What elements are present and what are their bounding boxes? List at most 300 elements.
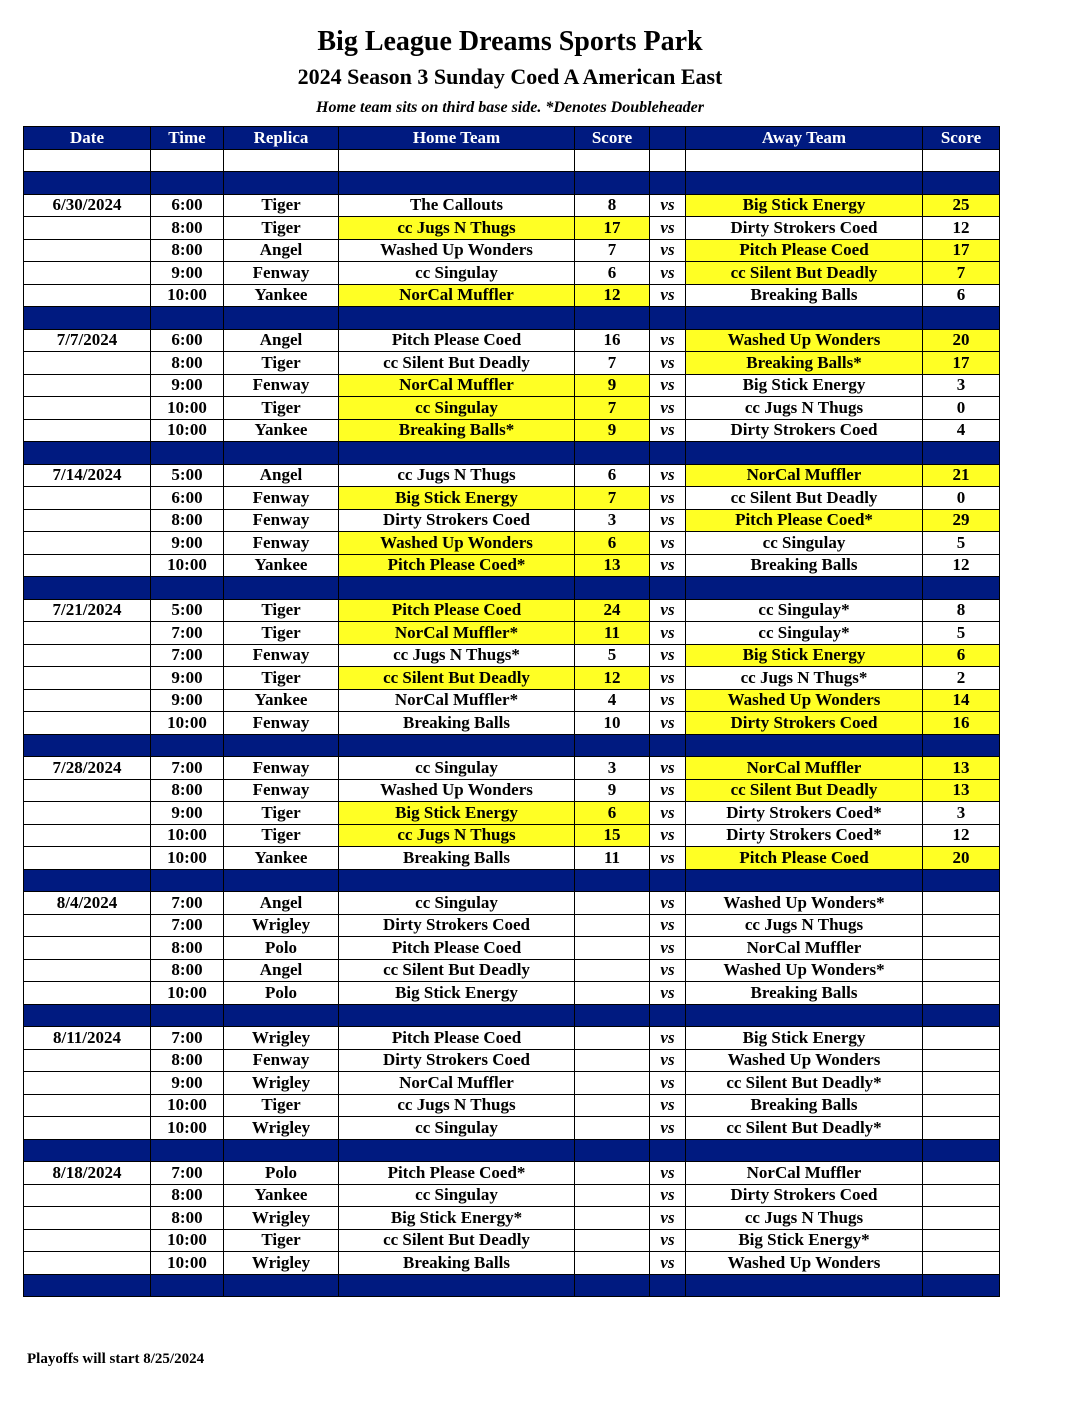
- replica-cell: Tiger: [224, 824, 339, 847]
- home-score-cell: 6: [575, 532, 650, 555]
- home-team-cell: cc Jugs N Thugs: [339, 1094, 575, 1117]
- home-score-cell: 6: [575, 464, 650, 487]
- home-team-cell: Big Stick Energy: [339, 982, 575, 1005]
- replica-cell: Angel: [224, 329, 339, 352]
- vs-cell: vs: [650, 779, 686, 802]
- away-score-cell: 5: [923, 622, 1000, 645]
- vs-cell: vs: [650, 757, 686, 780]
- home-score-cell: 9: [575, 419, 650, 442]
- table-row: [24, 1252, 1000, 1275]
- replica-cell: Wrigley: [224, 1072, 339, 1095]
- replica-cell: Fenway: [224, 509, 339, 532]
- date-cell: [24, 1072, 151, 1095]
- date-cell: [24, 554, 151, 577]
- home-score-cell: [575, 892, 650, 915]
- time-cell: 8:00: [151, 959, 224, 982]
- away-team-cell: Washed Up Wonders: [686, 1049, 923, 1072]
- time-cell: 7:00: [151, 914, 224, 937]
- away-team-cell: cc Jugs N Thugs*: [686, 667, 923, 690]
- date-cell: [24, 712, 151, 735]
- away-score-cell: 8: [923, 599, 1000, 622]
- away-team-cell: Pitch Please Coed*: [686, 509, 923, 532]
- home-team-cell: cc Jugs N Thugs: [339, 217, 575, 240]
- col-replica: Replica: [224, 127, 339, 150]
- page-subtitle: 2024 Season 3 Sunday Coed A American East: [297, 64, 723, 89]
- away-score-cell: 4: [923, 419, 1000, 442]
- time-cell: 8:00: [151, 1207, 224, 1230]
- table-row: [24, 644, 1000, 667]
- home-team-cell: cc Jugs N Thugs*: [339, 644, 575, 667]
- date-cell: [24, 689, 151, 712]
- home-score-cell: 11: [575, 622, 650, 645]
- home-team-cell: cc Singulay: [339, 397, 575, 420]
- date-cell: [24, 487, 151, 510]
- home-score-cell: 10: [575, 712, 650, 735]
- away-team-cell: Big Stick Energy: [686, 194, 923, 217]
- week-separator: [24, 172, 1000, 195]
- replica-cell: Fenway: [224, 532, 339, 555]
- away-score-cell: 12: [923, 824, 1000, 847]
- vs-cell: vs: [650, 802, 686, 825]
- away-team-cell: Washed Up Wonders: [686, 689, 923, 712]
- col-home-score: Score: [575, 127, 650, 150]
- week-separator: [24, 307, 1000, 330]
- replica-cell: Yankee: [224, 689, 339, 712]
- time-cell: 10:00: [151, 284, 224, 307]
- away-score-cell: [923, 1027, 1000, 1050]
- home-score-cell: [575, 1184, 650, 1207]
- table-row: [24, 757, 1000, 780]
- header-row: [24, 127, 1000, 150]
- home-team-cell: Pitch Please Coed*: [339, 1162, 575, 1185]
- home-team-cell: cc Singulay: [339, 262, 575, 285]
- away-team-cell: Pitch Please Coed: [686, 847, 923, 870]
- date-cell: [24, 532, 151, 555]
- home-team-cell: cc Singulay: [339, 757, 575, 780]
- vs-cell: vs: [650, 352, 686, 375]
- table-row: [24, 509, 1000, 532]
- vs-cell: vs: [650, 509, 686, 532]
- away-team-cell: Washed Up Wonders*: [686, 892, 923, 915]
- time-cell: 10:00: [151, 982, 224, 1005]
- home-score-cell: [575, 1072, 650, 1095]
- replica-cell: Fenway: [224, 757, 339, 780]
- time-cell: 8:00: [151, 217, 224, 240]
- home-score-cell: 13: [575, 554, 650, 577]
- time-cell: 8:00: [151, 779, 224, 802]
- time-cell: 9:00: [151, 689, 224, 712]
- vs-cell: vs: [650, 374, 686, 397]
- home-team-cell: Breaking Balls: [339, 712, 575, 735]
- away-score-cell: 12: [923, 217, 1000, 240]
- table-row: [24, 262, 1000, 285]
- time-cell: 5:00: [151, 464, 224, 487]
- away-score-cell: [923, 1207, 1000, 1230]
- date-cell: [24, 509, 151, 532]
- time-cell: 10:00: [151, 1252, 224, 1275]
- home-team-cell: Washed Up Wonders: [339, 532, 575, 555]
- table-row: [24, 959, 1000, 982]
- away-team-cell: NorCal Muffler: [686, 937, 923, 960]
- home-team-cell: cc Silent But Deadly: [339, 1229, 575, 1252]
- table-row: [24, 982, 1000, 1005]
- away-score-cell: 16: [923, 712, 1000, 735]
- col-vs: [650, 127, 686, 150]
- home-team-cell: cc Silent But Deadly: [339, 667, 575, 690]
- home-score-cell: 15: [575, 824, 650, 847]
- playoffs-note: Playoffs will start 8/25/2024: [27, 1351, 205, 1367]
- table-row: [24, 1072, 1000, 1095]
- away-team-cell: Dirty Strokers Coed*: [686, 802, 923, 825]
- date-cell: [24, 667, 151, 690]
- away-team-cell: Dirty Strokers Coed: [686, 712, 923, 735]
- vs-cell: vs: [650, 1162, 686, 1185]
- table-row: [24, 667, 1000, 690]
- away-score-cell: 3: [923, 802, 1000, 825]
- table-row: [24, 487, 1000, 510]
- home-team-cell: Dirty Strokers Coed: [339, 1049, 575, 1072]
- replica-cell: Fenway: [224, 262, 339, 285]
- away-score-cell: 29: [923, 509, 1000, 532]
- away-team-cell: cc Singulay: [686, 532, 923, 555]
- replica-cell: Fenway: [224, 644, 339, 667]
- time-cell: 10:00: [151, 824, 224, 847]
- date-cell: [24, 374, 151, 397]
- home-team-cell: cc Silent But Deadly: [339, 959, 575, 982]
- time-cell: 10:00: [151, 712, 224, 735]
- vs-cell: vs: [650, 554, 686, 577]
- date-cell: [24, 284, 151, 307]
- replica-cell: Fenway: [224, 374, 339, 397]
- replica-cell: Angel: [224, 239, 339, 262]
- vs-cell: vs: [650, 194, 686, 217]
- table-row: [24, 1027, 1000, 1050]
- home-team-cell: Big Stick Energy: [339, 487, 575, 510]
- vs-cell: vs: [650, 937, 686, 960]
- replica-cell: Wrigley: [224, 1027, 339, 1050]
- time-cell: 7:00: [151, 757, 224, 780]
- replica-cell: Wrigley: [224, 1252, 339, 1275]
- home-team-cell: Pitch Please Coed: [339, 329, 575, 352]
- time-cell: 7:00: [151, 1162, 224, 1185]
- replica-cell: Polo: [224, 982, 339, 1005]
- replica-cell: Yankee: [224, 284, 339, 307]
- away-team-cell: NorCal Muffler: [686, 757, 923, 780]
- vs-cell: vs: [650, 217, 686, 240]
- vs-cell: vs: [650, 622, 686, 645]
- vs-cell: vs: [650, 1027, 686, 1050]
- home-score-cell: [575, 1117, 650, 1140]
- vs-cell: vs: [650, 284, 686, 307]
- away-score-cell: [923, 1117, 1000, 1140]
- vs-cell: vs: [650, 239, 686, 262]
- date-cell: [24, 1094, 151, 1117]
- col-away-team: Away Team: [686, 127, 923, 150]
- away-score-cell: [923, 959, 1000, 982]
- vs-cell: vs: [650, 397, 686, 420]
- home-score-cell: [575, 1229, 650, 1252]
- vs-cell: vs: [650, 1229, 686, 1252]
- vs-cell: vs: [650, 644, 686, 667]
- away-team-cell: Big Stick Energy: [686, 1027, 923, 1050]
- away-team-cell: cc Silent But Deadly*: [686, 1072, 923, 1095]
- date-cell: [24, 1207, 151, 1230]
- away-team-cell: NorCal Muffler: [686, 1162, 923, 1185]
- away-team-cell: Breaking Balls: [686, 982, 923, 1005]
- home-score-cell: [575, 959, 650, 982]
- date-cell: [24, 397, 151, 420]
- away-team-cell: cc Singulay*: [686, 599, 923, 622]
- away-score-cell: [923, 937, 1000, 960]
- home-score-cell: 9: [575, 779, 650, 802]
- home-team-cell: cc Jugs N Thugs: [339, 824, 575, 847]
- date-cell: [24, 217, 151, 240]
- vs-cell: vs: [650, 689, 686, 712]
- home-team-cell: cc Singulay: [339, 892, 575, 915]
- home-team-cell: Washed Up Wonders: [339, 779, 575, 802]
- away-score-cell: 2: [923, 667, 1000, 690]
- away-team-cell: Washed Up Wonders: [686, 1252, 923, 1275]
- date-cell: [24, 1184, 151, 1207]
- table-row: [24, 239, 1000, 262]
- time-cell: 9:00: [151, 532, 224, 555]
- home-team-cell: Big Stick Energy: [339, 802, 575, 825]
- replica-cell: Tiger: [224, 1229, 339, 1252]
- vs-cell: vs: [650, 599, 686, 622]
- home-team-cell: Pitch Please Coed: [339, 937, 575, 960]
- away-score-cell: [923, 1252, 1000, 1275]
- home-score-cell: 9: [575, 374, 650, 397]
- time-cell: 10:00: [151, 1094, 224, 1117]
- home-team-cell: Breaking Balls: [339, 847, 575, 870]
- date-cell: [24, 622, 151, 645]
- date-cell: [24, 937, 151, 960]
- week-separator: [24, 1274, 1000, 1297]
- table-row: [24, 532, 1000, 555]
- time-cell: 5:00: [151, 599, 224, 622]
- home-score-cell: 7: [575, 239, 650, 262]
- away-score-cell: 6: [923, 284, 1000, 307]
- away-score-cell: 17: [923, 352, 1000, 375]
- home-team-cell: Dirty Strokers Coed: [339, 509, 575, 532]
- replica-cell: Wrigley: [224, 914, 339, 937]
- away-score-cell: 13: [923, 757, 1000, 780]
- date-cell: 8/18/2024: [24, 1162, 151, 1185]
- away-score-cell: 13: [923, 779, 1000, 802]
- vs-cell: vs: [650, 1207, 686, 1230]
- vs-cell: vs: [650, 1117, 686, 1140]
- away-score-cell: [923, 1184, 1000, 1207]
- table-row: [24, 1229, 1000, 1252]
- away-score-cell: 17: [923, 239, 1000, 262]
- time-cell: 8:00: [151, 239, 224, 262]
- col-date: Date: [24, 127, 151, 150]
- home-score-cell: [575, 1252, 650, 1275]
- vs-cell: vs: [650, 262, 686, 285]
- table-row: [24, 284, 1000, 307]
- time-cell: 7:00: [151, 644, 224, 667]
- table-row: [24, 1184, 1000, 1207]
- table-row: [24, 1049, 1000, 1072]
- vs-cell: vs: [650, 667, 686, 690]
- time-cell: 8:00: [151, 937, 224, 960]
- away-score-cell: 21: [923, 464, 1000, 487]
- away-team-cell: Dirty Strokers Coed: [686, 1184, 923, 1207]
- away-score-cell: 14: [923, 689, 1000, 712]
- time-cell: 10:00: [151, 1117, 224, 1140]
- replica-cell: Wrigley: [224, 1117, 339, 1140]
- away-team-cell: cc Silent But Deadly: [686, 487, 923, 510]
- away-score-cell: [923, 1229, 1000, 1252]
- time-cell: 9:00: [151, 802, 224, 825]
- away-team-cell: NorCal Muffler: [686, 464, 923, 487]
- home-team-cell: NorCal Muffler: [339, 284, 575, 307]
- away-team-cell: Breaking Balls: [686, 284, 923, 307]
- home-score-cell: [575, 1162, 650, 1185]
- replica-cell: Tiger: [224, 599, 339, 622]
- table-row: [24, 779, 1000, 802]
- table-row: [24, 1094, 1000, 1117]
- week-separator: [24, 577, 1000, 600]
- table-row: [24, 397, 1000, 420]
- home-score-cell: 8: [575, 194, 650, 217]
- away-team-cell: cc Singulay*: [686, 622, 923, 645]
- vs-cell: vs: [650, 487, 686, 510]
- away-score-cell: [923, 1094, 1000, 1117]
- home-score-cell: 3: [575, 509, 650, 532]
- time-cell: 8:00: [151, 509, 224, 532]
- home-score-cell: 12: [575, 284, 650, 307]
- replica-cell: Yankee: [224, 847, 339, 870]
- home-score-cell: [575, 1094, 650, 1117]
- time-cell: 10:00: [151, 397, 224, 420]
- time-cell: 9:00: [151, 262, 224, 285]
- week-separator: [24, 1004, 1000, 1027]
- replica-cell: Tiger: [224, 194, 339, 217]
- home-team-cell: cc Singulay: [339, 1117, 575, 1140]
- home-score-cell: 16: [575, 329, 650, 352]
- week-separator: [24, 442, 1000, 465]
- away-team-cell: cc Jugs N Thugs: [686, 1207, 923, 1230]
- table-row: [24, 217, 1000, 240]
- vs-cell: vs: [650, 419, 686, 442]
- vs-cell: vs: [650, 712, 686, 735]
- away-team-cell: cc Jugs N Thugs: [686, 397, 923, 420]
- away-team-cell: Pitch Please Coed: [686, 239, 923, 262]
- home-team-cell: Big Stick Energy*: [339, 1207, 575, 1230]
- vs-cell: vs: [650, 892, 686, 915]
- home-team-cell: Washed Up Wonders: [339, 239, 575, 262]
- away-score-cell: [923, 892, 1000, 915]
- home-score-cell: [575, 914, 650, 937]
- week-separator: [24, 869, 1000, 892]
- away-score-cell: [923, 982, 1000, 1005]
- away-score-cell: [923, 1072, 1000, 1095]
- schedule-table: [23, 126, 1000, 1297]
- page-note: Home team sits on third base side. *Denotes Doubleheader: [316, 99, 704, 116]
- away-score-cell: 25: [923, 194, 1000, 217]
- vs-cell: vs: [650, 847, 686, 870]
- vs-cell: vs: [650, 329, 686, 352]
- date-cell: [24, 419, 151, 442]
- replica-cell: Polo: [224, 1162, 339, 1185]
- date-cell: [24, 802, 151, 825]
- home-score-cell: [575, 937, 650, 960]
- away-score-cell: 0: [923, 397, 1000, 420]
- away-score-cell: [923, 1049, 1000, 1072]
- away-score-cell: 7: [923, 262, 1000, 285]
- table-row: [24, 329, 1000, 352]
- table-row: [24, 374, 1000, 397]
- table-row: [24, 622, 1000, 645]
- home-team-cell: The Callouts: [339, 194, 575, 217]
- replica-cell: Tiger: [224, 397, 339, 420]
- away-team-cell: Breaking Balls*: [686, 352, 923, 375]
- time-cell: 9:00: [151, 667, 224, 690]
- away-score-cell: 20: [923, 329, 1000, 352]
- table-row: [24, 689, 1000, 712]
- time-cell: 9:00: [151, 374, 224, 397]
- replica-cell: Tiger: [224, 667, 339, 690]
- date-cell: [24, 847, 151, 870]
- home-team-cell: Breaking Balls: [339, 1252, 575, 1275]
- vs-cell: vs: [650, 824, 686, 847]
- date-cell: [24, 262, 151, 285]
- away-team-cell: Breaking Balls: [686, 1094, 923, 1117]
- table-row: [24, 194, 1000, 217]
- date-cell: [24, 982, 151, 1005]
- away-team-cell: cc Silent But Deadly: [686, 262, 923, 285]
- home-team-cell: Breaking Balls*: [339, 419, 575, 442]
- date-cell: [24, 1117, 151, 1140]
- away-score-cell: 0: [923, 487, 1000, 510]
- table-row: [24, 802, 1000, 825]
- replica-cell: Fenway: [224, 487, 339, 510]
- vs-cell: vs: [650, 464, 686, 487]
- date-cell: 7/7/2024: [24, 329, 151, 352]
- week-separator: [24, 734, 1000, 757]
- replica-cell: Fenway: [224, 1049, 339, 1072]
- col-home-team: Home Team: [339, 127, 575, 150]
- vs-cell: vs: [650, 959, 686, 982]
- table-row: [24, 914, 1000, 937]
- home-team-cell: cc Singulay: [339, 1184, 575, 1207]
- table-row: [24, 937, 1000, 960]
- vs-cell: vs: [650, 1252, 686, 1275]
- table-row: [24, 712, 1000, 735]
- replica-cell: Yankee: [224, 554, 339, 577]
- time-cell: 7:00: [151, 1027, 224, 1050]
- table-row: [24, 1162, 1000, 1185]
- vs-cell: vs: [650, 914, 686, 937]
- replica-cell: Tiger: [224, 352, 339, 375]
- time-cell: 9:00: [151, 1072, 224, 1095]
- home-team-cell: cc Jugs N Thugs: [339, 464, 575, 487]
- time-cell: 10:00: [151, 847, 224, 870]
- home-team-cell: NorCal Muffler*: [339, 622, 575, 645]
- replica-cell: Angel: [224, 464, 339, 487]
- blank-row: [24, 149, 1000, 172]
- away-team-cell: Big Stick Energy*: [686, 1229, 923, 1252]
- away-team-cell: cc Silent But Deadly: [686, 779, 923, 802]
- date-cell: [24, 1049, 151, 1072]
- date-cell: 7/21/2024: [24, 599, 151, 622]
- home-score-cell: 7: [575, 352, 650, 375]
- replica-cell: Polo: [224, 937, 339, 960]
- table-row: [24, 1117, 1000, 1140]
- date-cell: [24, 824, 151, 847]
- date-cell: [24, 959, 151, 982]
